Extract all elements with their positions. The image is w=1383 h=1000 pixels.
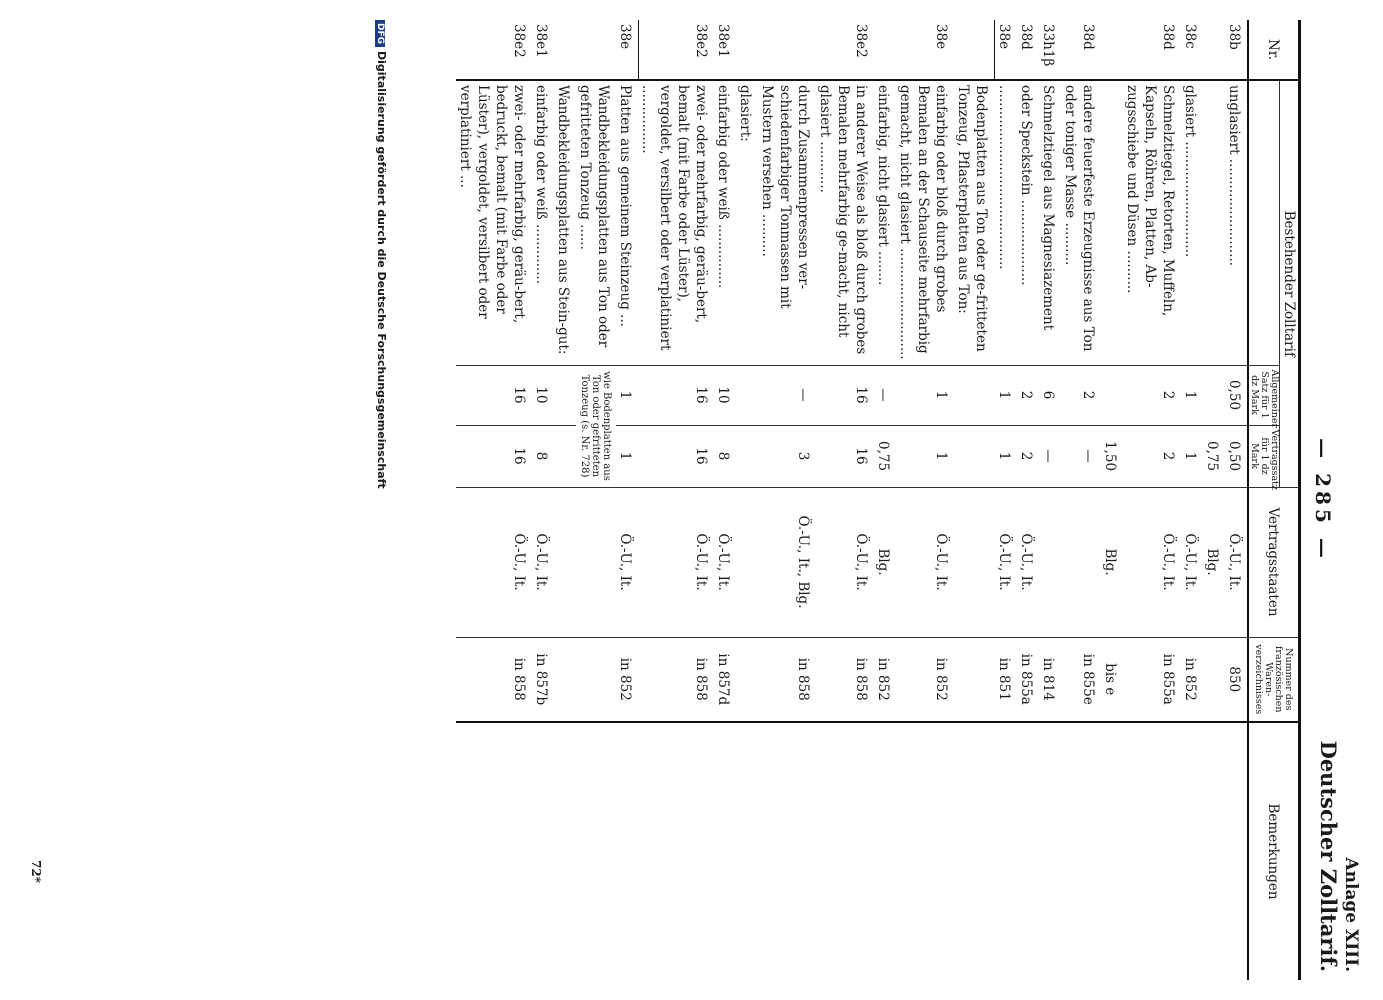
row-franz-nr: in 857d <box>715 637 737 722</box>
row-bemerkungen <box>715 722 737 980</box>
row-nr: 38e <box>933 24 950 50</box>
tariff-table <box>456 20 1301 980</box>
table-row <box>554 20 576 980</box>
row-description: Platten aus gemeinem Steinzeug ... <box>616 80 639 365</box>
table-row <box>737 20 759 980</box>
row-description: zwei- oder mehrfarbig, geräu-bert, bemalt (mit Farbe oder Lüster), vergoldet, versilbert oder verplatiniert ................ <box>639 80 715 365</box>
row-staaten: Blg. <box>875 487 897 637</box>
row-vertragssatz: 1 <box>1181 425 1203 487</box>
row-vertragssatz: 8 <box>532 425 554 487</box>
row-bemerkungen <box>576 722 616 980</box>
row-franz-nr <box>737 637 759 722</box>
table-row <box>875 20 897 980</box>
row-staaten <box>576 487 616 637</box>
row-staaten: Ö.-U., It. <box>1123 487 1181 637</box>
row-bemerkungen <box>616 722 639 980</box>
row-nr: 38d <box>1160 24 1176 50</box>
table-row <box>1101 20 1123 980</box>
table-row <box>1203 20 1225 980</box>
row-franz-nr: in 852 <box>1181 637 1203 722</box>
row-allgemein: 2 <box>1017 365 1039 425</box>
row-vertragssatz: 0,75 <box>875 425 897 487</box>
page-number: — 285 — <box>1311 438 1335 562</box>
row-description: oder Speckstein .................... <box>1017 80 1039 365</box>
row-vertragssatz <box>955 425 995 487</box>
table-row <box>715 20 737 980</box>
row-franz-nr: in 851 <box>995 637 1018 722</box>
page-heading <box>1316 741 1361 972</box>
row-franz-nr: in 855a <box>1123 637 1181 722</box>
row-allgemein: 1 <box>1181 365 1203 425</box>
table-row <box>576 20 616 980</box>
row-nr: 38c <box>1182 24 1198 49</box>
row-description: einfarbig, nicht glasiert ........ <box>875 80 897 365</box>
table-row <box>1181 20 1203 980</box>
table-row <box>616 20 639 980</box>
row-nr: 38d <box>1080 24 1096 50</box>
row-franz-nr: in 858 <box>759 637 817 722</box>
annex-label: Anlage XIII. <box>1341 857 1361 972</box>
row-nr: 38e <box>616 20 639 80</box>
row-staaten: Ö.-U., It. <box>456 487 532 637</box>
sheet-number: 72* <box>29 860 43 883</box>
row-allgemein: 10 <box>715 365 737 425</box>
row-vertragssatz: 1,50 <box>1101 425 1123 487</box>
row-franz-nr <box>554 637 576 722</box>
row-bemerkungen <box>1017 722 1039 980</box>
row-nr: 38e1 <box>715 24 732 58</box>
row-allgemein: — <box>875 365 897 425</box>
row-franz-nr <box>576 637 616 722</box>
row-nr: 38e <box>996 24 1012 50</box>
column-header-franz-nr: Nummer des französischen Waren-verzeichnisses <box>1248 637 1300 722</box>
row-vertragssatz: 0,50 <box>1225 425 1248 487</box>
table-row <box>817 20 875 980</box>
row-bemerkungen <box>1181 722 1203 980</box>
row-staaten: Ö.-U., It. <box>616 487 639 637</box>
row-franz-nr: in 858 <box>817 637 875 722</box>
row-allgemein: 6 <box>1039 365 1061 425</box>
row-staaten: Ö.-U., It., Blg. <box>759 487 817 637</box>
row-description: unglasiert ......................... <box>1225 80 1248 365</box>
row-staaten <box>554 487 576 637</box>
row-nr <box>1101 20 1123 80</box>
row-nr <box>737 20 759 80</box>
row-vertragssatz: 16 <box>639 425 715 487</box>
row-allgemein: wie Bodenplatten aus Ton oder gefritteten Tonzeug (s. Nr. 728) <box>576 365 616 487</box>
row-franz-nr <box>955 637 995 722</box>
row-franz-nr <box>1203 637 1225 722</box>
row-allgemein <box>554 365 576 425</box>
row-bemerkungen <box>1123 722 1181 980</box>
row-vertragssatz: 2 <box>1017 425 1039 487</box>
row-description: einfarbig oder weiß .............. <box>532 80 554 365</box>
row-nr <box>759 20 817 80</box>
row-allgemein: 16 <box>639 365 715 425</box>
row-description: glasiert: <box>737 80 759 365</box>
row-description: Bodenplatten aus Ton oder ge-fritteten Tonzeug, Pflasterplatten aus Ton: <box>955 80 995 365</box>
row-description <box>1203 80 1225 365</box>
row-nr <box>554 20 576 80</box>
table-row <box>955 20 995 980</box>
row-vertragssatz: 1 <box>897 425 955 487</box>
table-row <box>1017 20 1039 980</box>
row-nr <box>955 20 995 80</box>
row-franz-nr: in 814 <box>1039 637 1061 722</box>
column-header-vertragssatz: Vertragssatz für 1 dz Mark <box>1248 425 1280 487</box>
row-franz-nr: in 855a <box>1017 637 1039 722</box>
row-franz-nr: in 852 <box>897 637 955 722</box>
row-nr: 38e2 <box>693 24 710 58</box>
table-row <box>759 20 817 980</box>
row-staaten: Blg. <box>1203 487 1225 637</box>
row-description: Wandbekleidungsplatten aus Ton oder gefritteten Tonzeug ...... <box>576 80 616 365</box>
row-vertragssatz: — <box>1061 425 1101 487</box>
row-staaten <box>1039 487 1061 637</box>
row-description: zwei- oder mehrfarbig, geräu-bert, bedruckt, bemalt (mit Farbe oder Lüster), vergoldet, versilbert oder verplatiniert ... <box>456 80 532 365</box>
row-vertragssatz: 2 <box>1123 425 1181 487</box>
row-staaten: Ö.-U., It. <box>715 487 737 637</box>
row-franz-nr: in 855e <box>1061 637 1101 722</box>
row-bemerkungen <box>532 722 554 980</box>
dfg-logo: DFG <box>375 20 385 47</box>
row-staaten: Blg. <box>1101 487 1123 637</box>
row-nr: 38e2 <box>853 24 870 58</box>
row-vertragssatz: 1 <box>995 425 1018 487</box>
row-staaten <box>955 487 995 637</box>
row-description: einfarbig oder bloß durch grobes Bemalen an der Schauseite mehrfarbig gemacht, nicht glasiert .......................... <box>897 80 955 365</box>
row-description: Schmelztiegel aus Magnesiazement <box>1039 80 1061 365</box>
row-staaten <box>1061 487 1101 637</box>
column-header-vertragsstaaten: Vertragsstaaten <box>1248 487 1300 637</box>
row-bemerkungen <box>1061 722 1101 980</box>
row-bemerkungen <box>1225 722 1248 980</box>
table-row <box>1225 20 1248 980</box>
row-description: ........................................... <box>995 80 1018 365</box>
row-nr <box>875 20 897 80</box>
row-allgemein <box>1203 365 1225 425</box>
row-allgemein: 10 <box>532 365 554 425</box>
row-bemerkungen <box>1101 722 1123 980</box>
row-franz-nr: 850 <box>1225 637 1248 722</box>
row-allgemein: 0,50 <box>1225 365 1248 425</box>
row-vertragssatz: 1 <box>616 425 639 487</box>
row-vertragssatz: 16 <box>456 425 532 487</box>
row-nr <box>576 20 616 80</box>
table-row <box>639 20 715 980</box>
row-vertragssatz <box>737 425 759 487</box>
row-bemerkungen <box>817 722 875 980</box>
row-nr: 38d <box>1018 24 1034 50</box>
row-franz-nr: in 852 <box>616 637 639 722</box>
row-bemerkungen <box>897 722 955 980</box>
row-allgemein <box>1101 365 1123 425</box>
row-vertragssatz: 3 <box>759 425 817 487</box>
row-description: andere feuerfeste Erzeugnisse aus Ton oder toniger Masse .......... <box>1061 80 1101 365</box>
row-allgemein: 2 <box>1061 365 1101 425</box>
row-staaten: Ö.-U., It. <box>817 487 875 637</box>
row-allgemein: 16 <box>456 365 532 425</box>
row-bemerkungen <box>759 722 817 980</box>
table-row <box>532 20 554 980</box>
row-allgemein <box>955 365 995 425</box>
row-description: durch Zusammenpressen ver-schiedenfarbiger Tonmassen mit Mustern versehen .......... <box>759 80 817 365</box>
row-franz-nr: in 858 <box>639 637 715 722</box>
table-row <box>1123 20 1181 980</box>
row-staaten: Ö.-U., It. <box>1017 487 1039 637</box>
row-nr <box>1203 20 1225 80</box>
row-staaten: Ö.-U., It. <box>897 487 955 637</box>
row-bemerkungen <box>737 722 759 980</box>
row-description <box>1101 80 1123 365</box>
row-allgemein <box>737 365 759 425</box>
row-allgemein: 16 <box>817 365 875 425</box>
row-vertragssatz: 8 <box>715 425 737 487</box>
column-header-bestehend: Bestehender Zolltarif <box>1280 80 1300 487</box>
row-staaten: Ö.-U., It. <box>995 487 1018 637</box>
row-bemerkungen <box>554 722 576 980</box>
table-row <box>1061 20 1101 980</box>
row-bemerkungen <box>456 722 532 980</box>
row-nr: 38e1 <box>533 24 549 58</box>
row-allgemein: 1 <box>995 365 1018 425</box>
column-header-desc <box>1248 80 1280 365</box>
row-allgemein: 1 <box>897 365 955 425</box>
row-description: Wandbekleidungsplatten aus Stein-gut: <box>554 80 576 365</box>
row-staaten: Ö.-U., It. <box>639 487 715 637</box>
row-bemerkungen <box>875 722 897 980</box>
row-allgemein: 1 <box>616 365 639 425</box>
column-header-nr: Nr. <box>1248 20 1300 80</box>
row-nr: 38b <box>1226 24 1242 50</box>
row-allgemein: 2 <box>1123 365 1181 425</box>
row-bemerkungen <box>955 722 995 980</box>
tariff-title: Deutscher Zolltarif. <box>1316 740 1341 972</box>
row-franz-nr: in 858 <box>456 637 532 722</box>
row-franz-nr: in 857b <box>532 637 554 722</box>
row-bemerkungen <box>995 722 1018 980</box>
row-staaten: Ö.-U., It. <box>1225 487 1248 637</box>
table-row <box>897 20 955 980</box>
row-description: glasiert ........................... <box>1181 80 1203 365</box>
table-row <box>995 20 1018 980</box>
row-description: in anderer Weise als bloß durch grobes Bemalen mehrfarbig ge-macht, nicht glasiert ............ <box>817 80 875 365</box>
table-row <box>456 20 532 980</box>
row-franz-nr: in 852 <box>875 637 897 722</box>
tariff-rows <box>456 20 1248 980</box>
row-description: einfarbig oder weiß ............... <box>715 80 737 365</box>
row-nr: 38e2 <box>511 24 527 58</box>
column-header-bemerkungen: Bemerkungen <box>1248 722 1300 980</box>
digitization-text: Digitalisierung gefördert durch die Deutsche Forschungsgemeinschaft <box>375 51 388 489</box>
row-description: Schmelztiegel, Retorten, Muffeln, Kapseln, Röhren, Platten, Ab-zugsschiebe und Düsen .......... <box>1123 80 1181 365</box>
row-vertragssatz: 0,75 <box>1203 425 1225 487</box>
row-allgemein: — <box>759 365 817 425</box>
row-bemerkungen <box>639 722 715 980</box>
row-staaten: Ö.-U., It. <box>1181 487 1203 637</box>
row-nr: 33h1β <box>1040 24 1056 67</box>
row-staaten: Ö.-U., It. <box>532 487 554 637</box>
row-vertragssatz <box>554 425 576 487</box>
row-bemerkungen <box>1039 722 1061 980</box>
row-franz-nr: bis e <box>1101 637 1123 722</box>
row-staaten <box>737 487 759 637</box>
row-vertragssatz: — <box>1039 425 1061 487</box>
digitization-note <box>375 20 388 970</box>
tariff-table-container <box>1 20 1301 980</box>
table-row <box>1039 20 1061 980</box>
row-bemerkungen <box>1203 722 1225 980</box>
row-vertragssatz: 16 <box>817 425 875 487</box>
column-header-allgemein: Allgemeiner Satz für 1 dz Mark <box>1248 365 1280 425</box>
